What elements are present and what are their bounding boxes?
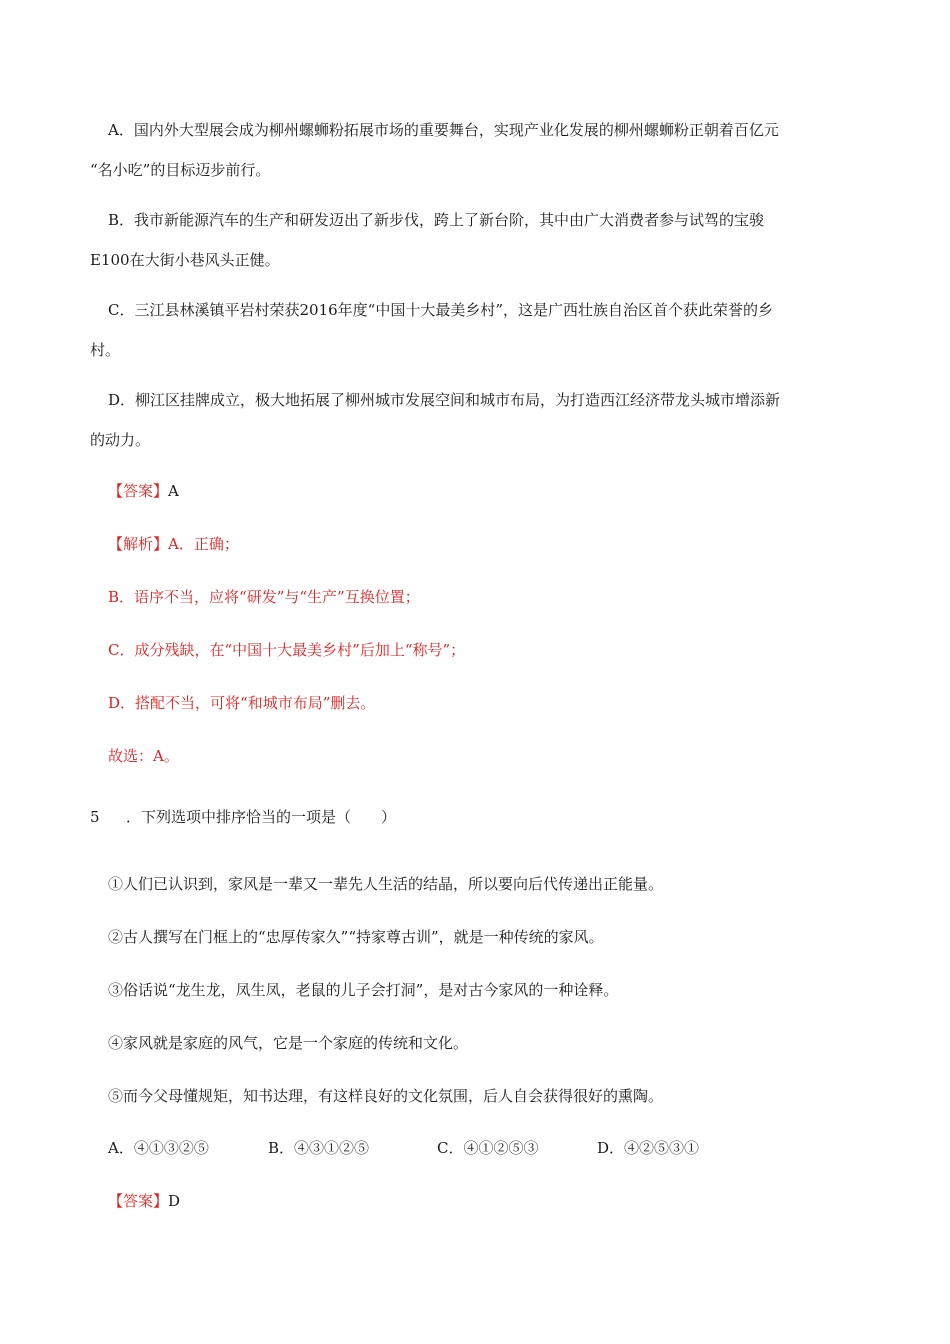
- option-a-line2: “名小吃”的目标迈步前行。: [90, 161, 271, 179]
- choice-b: B．④③①②⑤: [268, 1139, 370, 1157]
- analysis-c: C．成分残缺，在“中国十大最美乡村”后加上“称号”；: [108, 641, 466, 659]
- choice-d: D．④②⑤③①: [597, 1139, 700, 1157]
- sentence-4: ④家风就是家庭的风气，它是一个家庭的传统和文化。: [108, 1034, 469, 1052]
- choice-a: A．④①③②⑤: [108, 1139, 209, 1157]
- option-b-line2: E100在大街小巷风头正健。: [90, 251, 280, 269]
- analysis-label: 【解析】: [108, 535, 169, 553]
- question-5-stem: ．下列选项中排序恰当的一项是（ ）: [126, 808, 397, 826]
- analysis-d: D．搭配不当，可将“和城市布局”删去。: [108, 694, 376, 712]
- answer-value: A: [168, 482, 179, 500]
- question-5-number: 5: [90, 808, 100, 826]
- answer-q4: [108, 481, 179, 501]
- sentence-5: ⑤而今父母懂规矩，知书达理，有这样良好的文化氛围，后人自会获得很好的熏陶。: [108, 1087, 664, 1105]
- answer-label: 【答案】: [108, 1192, 169, 1210]
- option-a-line1: A．国内外大型展会成为柳州螺蛳粉拓展市场的重要舞台，实现产业化发展的柳州螺蛳粉正朝着百亿元: [108, 121, 779, 139]
- option-d-line1: D．柳江区挂牌成立，极大地拓展了柳州城市发展空间和城市布局，为打造西江经济带龙头城市增添新: [108, 391, 781, 409]
- answer-value: D: [168, 1192, 181, 1210]
- option-c-line1: C．三江县林溪镇平岩村荣获2016年度“中国十大最美乡村”，这是广西壮族自治区首个获此荣誉的乡: [108, 301, 773, 319]
- analysis-conclusion: 故选：A。: [108, 747, 179, 765]
- analysis-a-text: A．正确；: [168, 535, 239, 553]
- option-c-line2: 村。: [90, 341, 121, 359]
- answer-q5: [108, 1191, 180, 1211]
- answer-label: 【答案】: [108, 482, 169, 500]
- option-b-line1: B．我市新能源汽车的生产和研发迈出了新步伐，跨上了新台阶，其中由广大消费者参与试驾的宝骏: [108, 211, 765, 229]
- analysis-a: [108, 534, 239, 554]
- sentence-1: ①人们已认识到，家风是一辈又一辈先人生活的结晶，所以要向后代传递出正能量。: [108, 875, 664, 893]
- sentence-3: ③俗话说“龙生龙，凤生凤，老鼠的儿子会打洞”，是对古今家风的一种诠释。: [108, 981, 619, 999]
- choice-c: C．④①②⑤③: [437, 1139, 539, 1157]
- option-d-line2: 的动力。: [90, 431, 151, 449]
- analysis-b: B．语序不当，应将“研发”与“生产”互换位置；: [108, 588, 420, 606]
- sentence-2: ②古人撰写在门框上的“忠厚传家久”“持家尊古训”，就是一种传统的家风。: [108, 928, 604, 946]
